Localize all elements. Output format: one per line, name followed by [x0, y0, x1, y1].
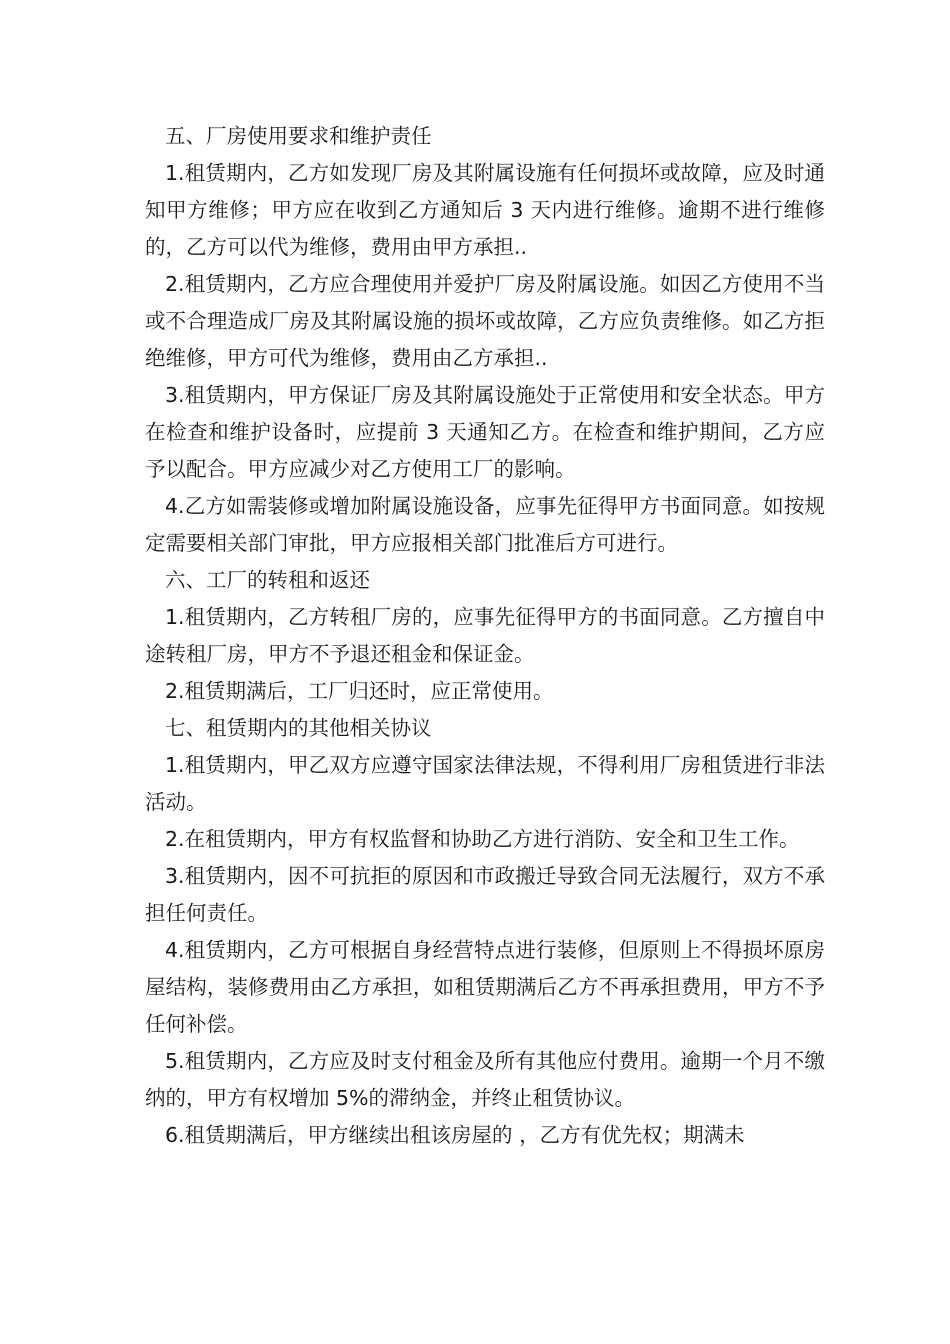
clause-paragraph: 3.租赁期内，甲方保证厂房及其附属设施处于正常使用和安全状态。甲方在检查和维护设备时，应提前 3 天通知乙方。在检查和维护期间，乙方应予以配合。甲方应减少对乙方使用工厂的影响。: [145, 383, 825, 481]
section-heading: 五、厂房使用要求和维护责任: [165, 124, 432, 148]
clause-paragraph: 2.租赁期内，乙方应合理使用并爱护厂房及附属设施。如因乙方使用不当或不合理造成厂房及其附属设施的损坏或故障，乙方应负责维修。如乙方拒绝维修，甲方可代为维修，费用由乙方承担..: [145, 272, 825, 370]
section-heading: 七、租赁期内的其他相关协议: [165, 716, 432, 740]
clause-paragraph: 2.租赁期满后，工厂归还时，应正常使用。: [165, 679, 554, 703]
section-5: [145, 118, 825, 562]
document-body: [145, 118, 825, 1154]
clause-paragraph: 1.租赁期内，乙方转租厂房的，应事先征得甲方的书面同意。乙方擅自中途转租厂房，甲方不予退还租金和保证金。: [145, 605, 825, 666]
clause-paragraph: 1.租赁期内，甲乙双方应遵守国家法律法规，不得利用厂房租赁进行非法活动。: [145, 753, 825, 814]
section-heading: 六、工厂的转租和返还: [165, 568, 370, 592]
clause-paragraph: 2.在租赁期内，甲方有权监督和协助乙方进行消防、安全和卫生工作。: [165, 827, 800, 851]
clause-paragraph: 4.乙方如需装修或增加附属设施设备，应事先征得甲方书面同意。如按规定需要相关部门审批，甲方应报相关部门批准后方可进行。: [145, 494, 825, 555]
clause-paragraph: 4.租赁期内，乙方可根据自身经营特点进行装修，但原则上不得损坏原房屋结构，装修费用由乙方承担，如租赁期满后乙方不再承担费用，甲方不予任何补偿。: [145, 938, 825, 1036]
section-7: [145, 710, 825, 1154]
clause-paragraph: 3.租赁期内，因不可抗拒的原因和市政搬迁导致合同无法履行，双方不承担任何责任。: [145, 864, 825, 925]
clause-paragraph: 6.租赁期满后，甲方继续出租该房屋的 ，乙方有优先权；期满未: [165, 1123, 745, 1147]
section-6: [145, 562, 825, 710]
clause-paragraph: 5.租赁期内，乙方应及时支付租金及所有其他应付费用。逾期一个月不缴纳的，甲方有权增加 5%的滞纳金，并终止租赁协议。: [145, 1049, 825, 1110]
clause-paragraph: 1.租赁期内，乙方如发现厂房及其附属设施有任何损坏或故障，应及时通知甲方维修；甲方应在收到乙方通知后 3 天内进行维修。逾期不进行维修的，乙方可以代为维修，费用由甲方承担..: [145, 161, 825, 259]
